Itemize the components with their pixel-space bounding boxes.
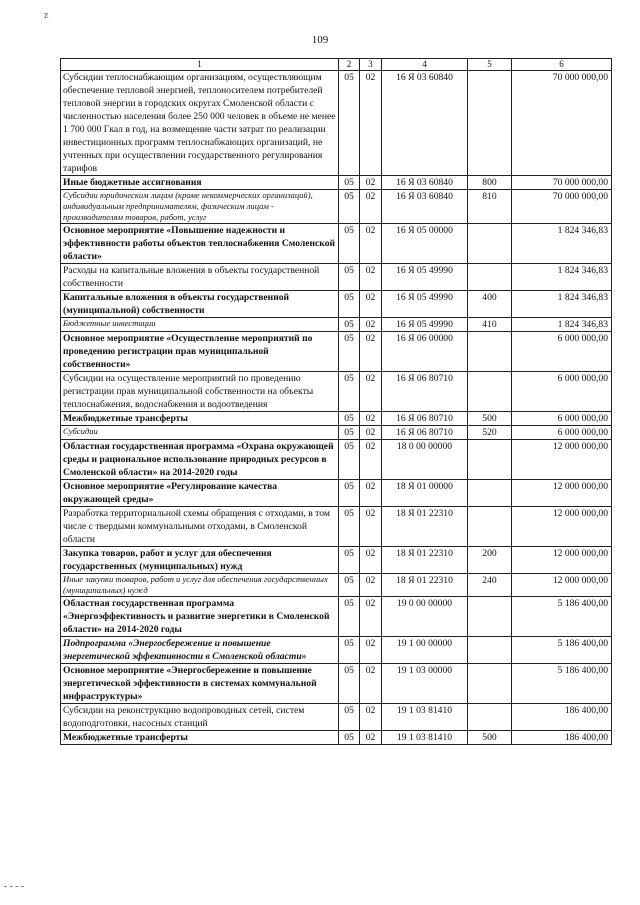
amount-cell: 12 000 000,00	[512, 547, 612, 574]
expense-type-cell	[468, 332, 512, 372]
header-cell-4: 4	[382, 59, 468, 71]
subsection-code-cell: 02	[360, 440, 382, 480]
row-name-cell: Межбюджетные трансферты	[61, 731, 339, 745]
expense-type-cell	[468, 71, 512, 176]
table-row	[61, 318, 612, 332]
section-code-cell: 05	[339, 332, 360, 372]
subsection-code-cell: 02	[360, 637, 382, 664]
table-row	[61, 597, 612, 637]
table-row	[61, 480, 612, 507]
amount-cell: 6 000 000,00	[512, 412, 612, 426]
row-name-cell: Основное мероприятие «Регулирование качества окружающей среды»	[61, 480, 339, 507]
table-row	[61, 574, 612, 597]
table-row	[61, 637, 612, 664]
table-row	[61, 547, 612, 574]
subsection-code-cell: 02	[360, 176, 382, 190]
subsection-code-cell: 02	[360, 426, 382, 440]
section-code-cell: 05	[339, 176, 360, 190]
subsection-code-cell: 02	[360, 412, 382, 426]
subsection-code-cell: 02	[360, 704, 382, 731]
subsection-code-cell: 02	[360, 597, 382, 637]
header-cell-3: 3	[360, 59, 382, 71]
subsection-code-cell: 02	[360, 264, 382, 291]
amount-cell: 12 000 000,00	[512, 507, 612, 547]
subsection-code-cell: 02	[360, 332, 382, 372]
amount-cell: 1 824 346,83	[512, 291, 612, 318]
budget-table-container	[60, 58, 611, 745]
row-name-cell: Иные закупки товаров, работ и услуг для обеспечения государственных (муниципальных) нужд	[61, 574, 339, 597]
target-article-cell: 18 Я 01 22310	[382, 574, 468, 597]
section-code-cell: 05	[339, 731, 360, 745]
row-name-cell: Основное мероприятие «Повышение надежности и эффективности работы объектов теплоснабжения Смоленской области»	[61, 224, 339, 264]
section-code-cell: 05	[339, 426, 360, 440]
header-cell-6: 6	[512, 59, 612, 71]
amount-cell: 12 000 000,00	[512, 480, 612, 507]
table-row	[61, 224, 612, 264]
expense-type-cell: 800	[468, 176, 512, 190]
section-code-cell: 05	[339, 71, 360, 176]
section-code-cell: 05	[339, 547, 360, 574]
row-name-cell: Субсидии теплоснабжающим организациям, осуществляющим обеспечение тепловой энергией, теплоносителем потребителей тепловой энергии в городских округах Смоленской области с численностью населения более 250 000 человек в объеме не менее 1 700 000 Гкал в год, на возмещение части затрат по реализации инвестиционных программ теплоснабжающих организаций, не учтенных при осуществлении государственного регулирования тарифов	[61, 71, 339, 176]
subsection-code-cell: 02	[360, 574, 382, 597]
row-name-cell: Субсидии юридическим лицам (кроме некоммерческих организаций), индивидуальным предпринимателям, физическим лицам - производителям товаров, работ, услуг	[61, 190, 339, 224]
expense-type-cell	[468, 597, 512, 637]
subsection-code-cell: 02	[360, 71, 382, 176]
corner-mark: z	[44, 10, 49, 21]
amount-cell: 12 000 000,00	[512, 574, 612, 597]
amount-cell: 70 000 000,00	[512, 71, 612, 176]
header-cell-1: 1	[61, 59, 339, 71]
target-article-cell: 16 Я 06 00000	[382, 332, 468, 372]
table-row	[61, 664, 612, 704]
amount-cell: 1 824 346,83	[512, 318, 612, 332]
section-code-cell: 05	[339, 190, 360, 224]
section-code-cell: 05	[339, 507, 360, 547]
target-article-cell: 18 Я 01 22310	[382, 547, 468, 574]
target-article-cell: 19 1 03 00000	[382, 664, 468, 704]
target-article-cell: 16 Я 06 80710	[382, 426, 468, 440]
expense-type-cell	[468, 704, 512, 731]
row-name-cell: Бюджетные инвестиции	[61, 318, 339, 332]
expense-type-cell: 400	[468, 291, 512, 318]
amount-cell: 70 000 000,00	[512, 176, 612, 190]
row-name-cell: Иные бюджетные ассигнования	[61, 176, 339, 190]
amount-cell: 5 186 400,00	[512, 664, 612, 704]
amount-cell: 70 000 000,00	[512, 190, 612, 224]
budget-table	[60, 58, 612, 745]
table-row	[61, 440, 612, 480]
subsection-code-cell: 02	[360, 372, 382, 412]
section-code-cell: 05	[339, 704, 360, 731]
budget-table-body	[61, 59, 612, 745]
expense-type-cell	[468, 372, 512, 412]
expense-type-cell: 500	[468, 412, 512, 426]
target-article-cell: 18 0 00 00000	[382, 440, 468, 480]
expense-type-cell: 200	[468, 547, 512, 574]
row-name-cell: Закупка товаров, работ и услуг для обеспечения государственных (муниципальных) нужд	[61, 547, 339, 574]
table-row	[61, 71, 612, 176]
target-article-cell: 16 Я 05 49990	[382, 318, 468, 332]
page-number: 109	[311, 34, 329, 46]
expense-type-cell	[468, 224, 512, 264]
expense-type-cell	[468, 440, 512, 480]
expense-type-cell: 240	[468, 574, 512, 597]
target-article-cell: 18 Я 01 22310	[382, 507, 468, 547]
amount-cell: 12 000 000,00	[512, 440, 612, 480]
table-row	[61, 372, 612, 412]
expense-type-cell	[468, 480, 512, 507]
header-cell-2: 2	[339, 59, 360, 71]
expense-type-cell: 500	[468, 731, 512, 745]
row-name-cell: Субсидии на осуществление мероприятий по проведению регистрации прав муниципальной собственности на объекты теплоснабжения, водоснабжения и водоотведения	[61, 372, 339, 412]
expense-type-cell	[468, 507, 512, 547]
row-name-cell: Подпрограмма «Энергосбережение и повышение энергетической эффективности в Смоленской области»	[61, 637, 339, 664]
margin-mark	[4, 886, 24, 887]
target-article-cell: 18 Я 01 00000	[382, 480, 468, 507]
header-cell-5: 5	[468, 59, 512, 71]
amount-cell: 5 186 400,00	[512, 597, 612, 637]
subsection-code-cell: 02	[360, 731, 382, 745]
section-code-cell: 05	[339, 372, 360, 412]
expense-type-cell: 810	[468, 190, 512, 224]
section-code-cell: 05	[339, 637, 360, 664]
table-row	[61, 412, 612, 426]
subsection-code-cell: 02	[360, 291, 382, 318]
table-row	[61, 332, 612, 372]
expense-type-cell	[468, 264, 512, 291]
row-name-cell: Капитальные вложения в объекты государственной (муниципальной) собственности	[61, 291, 339, 318]
subsection-code-cell: 02	[360, 664, 382, 704]
subsection-code-cell: 02	[360, 318, 382, 332]
table-row	[61, 507, 612, 547]
section-code-cell: 05	[339, 264, 360, 291]
table-row	[61, 291, 612, 318]
section-code-cell: 05	[339, 412, 360, 426]
amount-cell: 1 824 346,83	[512, 224, 612, 264]
section-code-cell: 05	[339, 480, 360, 507]
amount-cell: 6 000 000,00	[512, 426, 612, 440]
amount-cell: 6 000 000,00	[512, 332, 612, 372]
target-article-cell: 16 Я 05 49990	[382, 291, 468, 318]
table-row	[61, 264, 612, 291]
amount-cell: 186 400,00	[512, 731, 612, 745]
amount-cell: 5 186 400,00	[512, 637, 612, 664]
target-article-cell: 16 Я 05 49990	[382, 264, 468, 291]
table-row	[61, 731, 612, 745]
section-code-cell: 05	[339, 224, 360, 264]
row-name-cell: Основное мероприятие «Энергосбережение и повышение энергетической эффективности в системах коммунальной инфраструктуры»	[61, 664, 339, 704]
target-article-cell: 16 Я 06 80710	[382, 412, 468, 426]
subsection-code-cell: 02	[360, 547, 382, 574]
target-article-cell: 19 1 03 81410	[382, 704, 468, 731]
amount-cell: 186 400,00	[512, 704, 612, 731]
row-name-cell: Областная государственная программа «Энергоэффективность и развитие энергетики в Смоленской области» на 2014-2020 годы	[61, 597, 339, 637]
row-name-cell: Разработка территориальной схемы обращения с отходами, в том числе с твердыми коммунальными отходами, в Смоленской области	[61, 507, 339, 547]
amount-cell: 6 000 000,00	[512, 372, 612, 412]
section-code-cell: 05	[339, 291, 360, 318]
target-article-cell: 19 1 03 81410	[382, 731, 468, 745]
target-article-cell: 16 Я 03 60840	[382, 190, 468, 224]
section-code-cell: 05	[339, 318, 360, 332]
expense-type-cell	[468, 637, 512, 664]
target-article-cell: 16 Я 03 60840	[382, 176, 468, 190]
subsection-code-cell: 02	[360, 224, 382, 264]
row-name-cell: Межбюджетные трансферты	[61, 412, 339, 426]
amount-cell: 1 824 346,83	[512, 264, 612, 291]
table-row	[61, 176, 612, 190]
expense-type-cell	[468, 664, 512, 704]
table-row	[61, 190, 612, 224]
subsection-code-cell: 02	[360, 507, 382, 547]
table-row	[61, 426, 612, 440]
header-row	[61, 59, 612, 71]
row-name-cell: Субсидии	[61, 426, 339, 440]
target-article-cell: 19 0 00 00000	[382, 597, 468, 637]
section-code-cell: 05	[339, 597, 360, 637]
row-name-cell: Субсидии на реконструкцию водопроводных сетей, систем водоподготовки, насосных станций	[61, 704, 339, 731]
section-code-cell: 05	[339, 664, 360, 704]
subsection-code-cell: 02	[360, 190, 382, 224]
target-article-cell: 19 1 00 00000	[382, 637, 468, 664]
expense-type-cell: 410	[468, 318, 512, 332]
target-article-cell: 16 Я 06 80710	[382, 372, 468, 412]
row-name-cell: Областная государственная программа «Охрана окружающей среды и рациональное использование природных ресурсов в Смоленской области» на 2014-2020 годы	[61, 440, 339, 480]
target-article-cell: 16 Я 05 00000	[382, 224, 468, 264]
expense-type-cell: 520	[468, 426, 512, 440]
section-code-cell: 05	[339, 440, 360, 480]
table-row	[61, 704, 612, 731]
row-name-cell: Расходы на капитальные вложения в объекты государственной собственности	[61, 264, 339, 291]
subsection-code-cell: 02	[360, 480, 382, 507]
section-code-cell: 05	[339, 574, 360, 597]
target-article-cell: 16 Я 03 60840	[382, 71, 468, 176]
row-name-cell: Основное мероприятие «Осуществление мероприятий по проведению регистрации прав муниципальной собственности»	[61, 332, 339, 372]
